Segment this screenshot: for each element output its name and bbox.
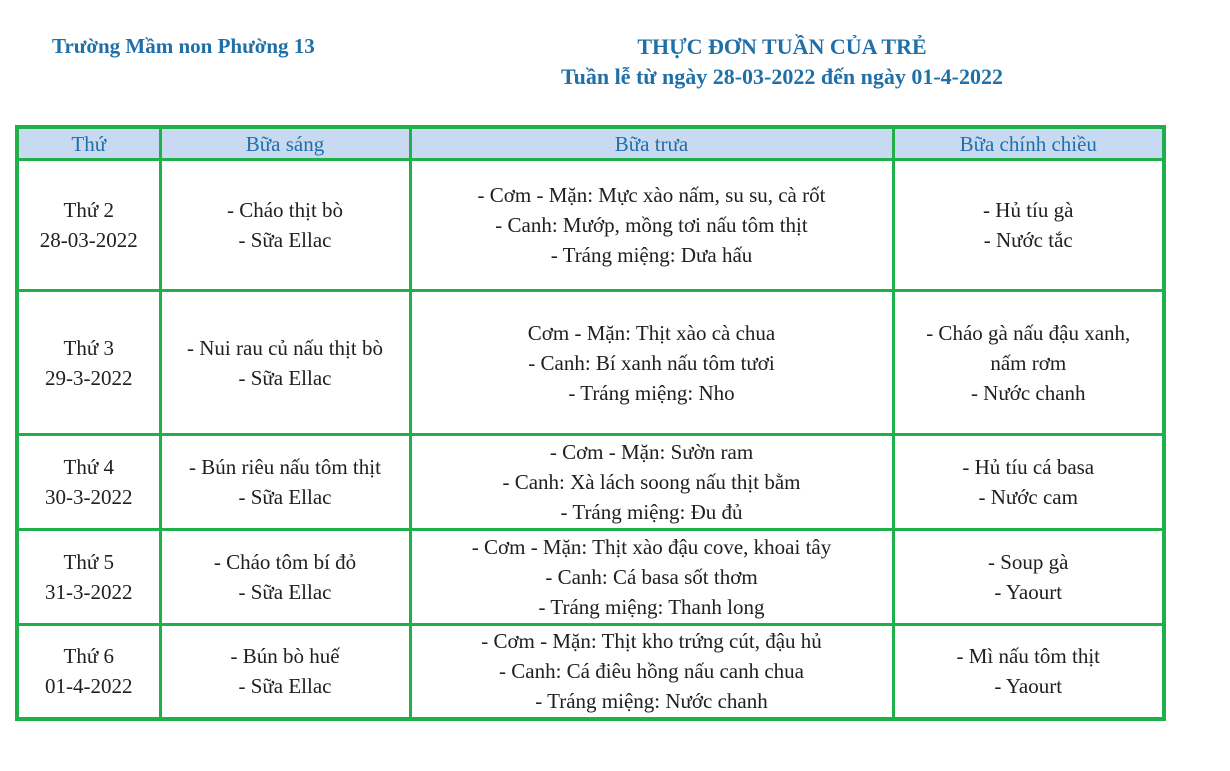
- breakfast-cell-line: - Sữa Ellac: [238, 485, 332, 509]
- afternoon-cell-line: - Cháo gà nấu đậu xanh,: [926, 320, 1131, 345]
- column-header-afternoon: Bữa chính chiều: [893, 127, 1164, 160]
- afternoon-cell-line: - Yaourt: [994, 580, 1063, 604]
- lunch-cell-line: - Tráng miệng: Đu đủ: [560, 500, 743, 524]
- breakfast-cell-line: - Cháo tôm bí đỏ: [213, 550, 357, 574]
- day-cell-line: Thứ 2: [63, 198, 114, 222]
- lunch-cell-line: - Canh: Cá điêu hồng nấu canh chua: [499, 659, 804, 684]
- page-title: THỰC ĐƠN TUẦN CỦA TRẺ: [637, 34, 927, 59]
- afternoon-cell-line: - Yaourt: [994, 674, 1063, 699]
- afternoon-cell-line: - Hủ tíu cá basa: [962, 455, 1095, 479]
- breakfast-cell-line: - Sữa Ellac: [238, 580, 332, 604]
- lunch-cell-line: - Cơm - Mặn: Mực xào nấm, su su, cà rốt: [477, 183, 826, 207]
- day-cell-line: Thứ 5: [63, 550, 114, 574]
- afternoon-cell-line: - Nước tắc: [983, 228, 1073, 252]
- column-header-day: Thứ: [17, 127, 160, 160]
- school-name: Trường Mầm non Phường 13: [52, 34, 315, 58]
- breakfast-cell: [160, 625, 410, 719]
- column-header-breakfast: Bữa sáng: [160, 127, 410, 160]
- day-cell-line: Thứ 3: [63, 335, 114, 360]
- day-cell-line: 30-3-2022: [45, 485, 133, 509]
- page-subtitle: Tuần lễ từ ngày 28-03-2022 đến ngày 01-4-2022: [560, 64, 1004, 89]
- afternoon-cell-line: nấm rơm: [990, 350, 1067, 375]
- lunch-cell-line: - Tráng miệng: Nho: [568, 380, 735, 405]
- afternoon-cell-line: - Soup gà: [988, 550, 1069, 574]
- weekly-menu-table: [15, 125, 1166, 721]
- breakfast-cell-line: - Nui rau củ nấu thịt bò: [187, 335, 383, 360]
- lunch-cell-line: - Cơm - Mặn: Thịt kho trứng cút, đậu hủ: [481, 629, 822, 654]
- breakfast-cell: [160, 291, 410, 435]
- lunch-cell-line: Cơm - Mặn: Thịt xào cà chua: [527, 320, 776, 345]
- afternoon-cell: [893, 291, 1164, 435]
- afternoon-cell-line: - Mì nấu tôm thịt: [956, 644, 1100, 669]
- day-cell-line: 01-4-2022: [45, 674, 133, 699]
- lunch-cell: [410, 291, 893, 435]
- breakfast-cell-line: - Sữa Ellac: [238, 365, 332, 390]
- day-cell: [17, 291, 160, 435]
- day-cell: [17, 625, 160, 719]
- afternoon-cell-line: - Nước cam: [978, 485, 1078, 509]
- day-cell-line: 31-3-2022: [45, 580, 133, 604]
- table-row: [17, 530, 1164, 625]
- day-cell: [17, 435, 160, 530]
- day-cell: [17, 160, 160, 291]
- lunch-cell-line: - Tráng miệng: Thanh long: [538, 595, 765, 619]
- afternoon-cell: [893, 625, 1164, 719]
- lunch-cell: [410, 530, 893, 625]
- lunch-cell-line: - Canh: Bí xanh nấu tôm tươi: [528, 350, 775, 375]
- lunch-cell: [410, 435, 893, 530]
- afternoon-cell: [893, 530, 1164, 625]
- afternoon-cell-line: - Hủ tíu gà: [983, 198, 1074, 222]
- breakfast-cell-line: - Bún riêu nấu tôm thịt: [189, 455, 381, 479]
- day-cell-line: Thứ 6: [63, 644, 114, 669]
- day-cell-line: 28-03-2022: [39, 228, 138, 252]
- table-body: [17, 160, 1164, 719]
- table-row: [17, 625, 1164, 719]
- afternoon-cell: [893, 435, 1164, 530]
- afternoon-cell-line: - Nước chanh: [970, 380, 1086, 405]
- lunch-cell-line: - Tráng miệng: Nước chanh: [535, 689, 768, 714]
- lunch-cell-line: - Tráng miệng: Dưa hấu: [550, 243, 753, 267]
- lunch-cell-line: - Canh: Cá basa sốt thơm: [545, 565, 758, 589]
- breakfast-cell: [160, 530, 410, 625]
- breakfast-cell: [160, 160, 410, 291]
- lunch-cell-line: - Cơm - Mặn: Sườn ram: [549, 440, 754, 464]
- table-row: [17, 291, 1164, 435]
- lunch-cell: [410, 160, 893, 291]
- title-block: [482, 32, 1082, 92]
- breakfast-cell: [160, 435, 410, 530]
- day-cell: [17, 530, 160, 625]
- lunch-cell: [410, 625, 893, 719]
- lunch-cell-line: - Canh: Xà lách soong nấu thịt bằm: [502, 470, 801, 494]
- table-header-row: [17, 127, 1164, 160]
- breakfast-cell-line: - Bún bò huế: [230, 644, 340, 669]
- breakfast-cell-line: - Cháo thịt bò: [226, 198, 344, 222]
- day-cell-line: Thứ 4: [63, 455, 114, 479]
- breakfast-cell-line: - Sữa Ellac: [238, 228, 332, 252]
- column-header-lunch: Bữa trưa: [410, 127, 893, 160]
- table-row: [17, 435, 1164, 530]
- lunch-cell-line: - Canh: Mướp, mồng tơi nấu tôm thịt: [495, 213, 808, 237]
- day-cell-line: 29-3-2022: [45, 365, 133, 390]
- afternoon-cell: [893, 160, 1164, 291]
- breakfast-cell-line: - Sữa Ellac: [238, 674, 332, 699]
- table-row: [17, 160, 1164, 291]
- lunch-cell-line: - Cơm - Mặn: Thịt xào đậu cove, khoai tây: [471, 535, 832, 559]
